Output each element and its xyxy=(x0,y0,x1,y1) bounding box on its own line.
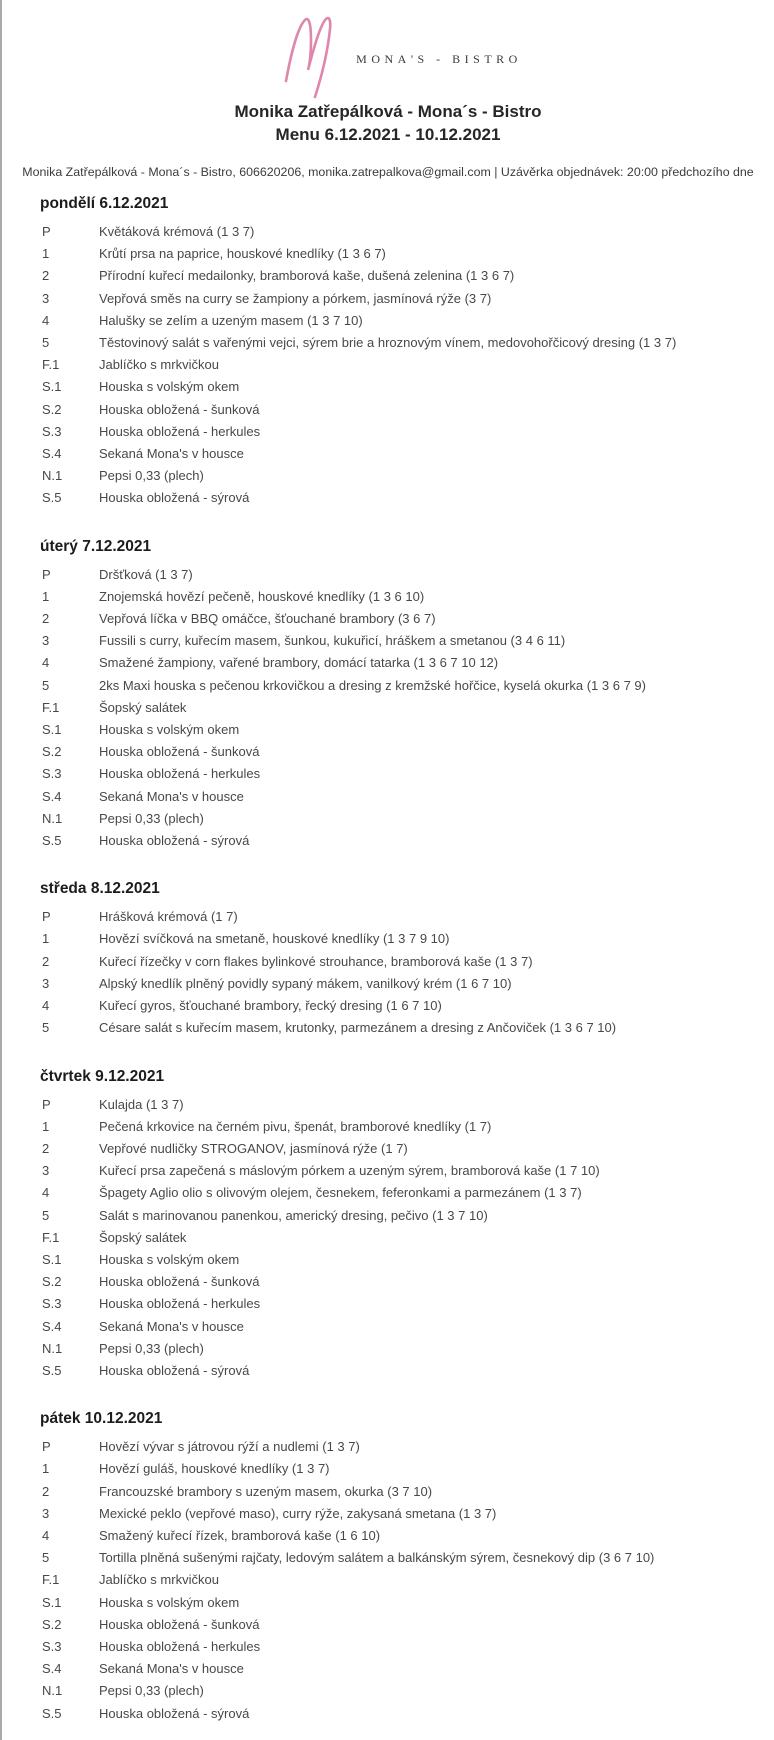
menu-item-code: S.1 xyxy=(42,379,62,395)
menu-item-text: Houska obložená - šunková xyxy=(99,744,260,760)
menu-item-text: Vepřové nudličky STROGANOV, jasmínová rýže (1 7) xyxy=(99,1140,408,1156)
menu-item-code: S.5 xyxy=(42,490,62,506)
menu-item-text: Houska obložená - herkules xyxy=(99,423,261,439)
day-heading: pondělí 6.12.2021 xyxy=(40,195,169,212)
menu-item-row xyxy=(42,1636,774,1658)
menu-item-row xyxy=(42,1547,774,1569)
menu-item-code: 1 xyxy=(42,588,50,604)
menu-item-code: 2 xyxy=(42,268,50,284)
menu-item-row xyxy=(42,221,774,243)
menu-item-text: Kulajda (1 3 7) xyxy=(99,1096,184,1112)
menu-item-code: S.5 xyxy=(42,1705,62,1721)
menu-item-text: Pepsi 0,33 (plech) xyxy=(99,468,204,484)
menu-item-text: Halušky se zelím a uzeným masem (1 3 7 10) xyxy=(99,312,363,328)
menu-item-row xyxy=(42,1182,774,1204)
menu-item-code: S.4 xyxy=(42,788,62,804)
menu-item-text: Sekaná Mona's v housce xyxy=(99,1661,244,1677)
menu-item-row xyxy=(42,1458,774,1480)
menu-item-row xyxy=(42,465,774,487)
menu-item-text: Houska obložená - herkules xyxy=(99,1638,261,1654)
menu-item-code: S.3 xyxy=(42,766,62,782)
menu-item-text: Houska obložená - sýrová xyxy=(99,1705,250,1721)
menu-item-row xyxy=(42,376,774,398)
menu-item-code: S.4 xyxy=(42,1661,62,1677)
day-heading: pátek 10.12.2021 xyxy=(40,1410,163,1428)
menu-item-code: F.1 xyxy=(42,1229,60,1245)
menu-item-text: Sekaná Mona's v housce xyxy=(99,788,244,804)
menu-item-code: S.4 xyxy=(42,446,62,462)
menu-item-text: Pepsi 0,33 (plech) xyxy=(99,810,204,826)
menu-item-row xyxy=(42,1271,774,1293)
day-heading: úterý 7.12.2021 xyxy=(40,537,152,555)
menu-item-code: 3 xyxy=(42,1505,50,1521)
menu-item-code: F.1 xyxy=(42,699,60,715)
menu-item-row xyxy=(42,808,774,830)
menu-item-row xyxy=(42,763,774,785)
menu-item-code: 5 xyxy=(42,677,50,693)
menu-item-row xyxy=(42,243,774,265)
day-heading: středa 8.12.2021 xyxy=(40,880,160,898)
day-section xyxy=(42,1066,774,1383)
menu-item-code: 1 xyxy=(42,1461,50,1477)
menu-item-row xyxy=(42,1525,774,1547)
menu-item-code: S.4 xyxy=(42,1318,62,1334)
menu-item-code: S.2 xyxy=(42,401,62,417)
day-section xyxy=(42,878,774,1039)
day-heading: čtvrtek 9.12.2021 xyxy=(40,1067,165,1085)
day-section xyxy=(42,536,774,853)
menu-item-text: Houska obložená - šunková xyxy=(99,1274,260,1290)
menu-item-row xyxy=(42,697,774,719)
menu-item-text: Květáková krémová (1 3 7) xyxy=(99,224,255,239)
menu-item-text: Houska obložená - herkules xyxy=(99,1296,261,1312)
menu-item-code: S.2 xyxy=(42,744,62,760)
menu-item-text: Pepsi 0,33 (plech) xyxy=(99,1340,204,1356)
menu-item-text: Smažený kuřecí řízek, bramborová kaše (1 6 10) xyxy=(99,1527,381,1543)
logo xyxy=(16,14,774,100)
menu-item-row xyxy=(42,1205,774,1227)
menu-item-code: F.1 xyxy=(42,357,60,373)
menu-item-text: Houska s volským okem xyxy=(99,1594,240,1610)
menu-item-row xyxy=(42,310,774,332)
menu-item-text: Jablíčko s mrkvičkou xyxy=(99,1572,219,1588)
menu-item-code: 3 xyxy=(42,633,50,649)
menu-item-code: S.3 xyxy=(42,1638,62,1654)
menu-item-text: Hovězí vývar s játrovou rýží a nudlemi (1 3 7) xyxy=(99,1439,360,1455)
menu-item-text: Houska obložená - sýrová xyxy=(99,833,250,849)
menu-item-text: Houska s volským okem xyxy=(99,1251,240,1267)
menu-item-text: Jablíčko s mrkvičkou xyxy=(99,357,219,373)
menu-item-row xyxy=(42,652,774,674)
menu-item-row xyxy=(42,951,774,973)
menu-item-text: Césare salát s kuřecím masem, krutonky, parmezánem a dresing z Ančoviček (1 3 6 7 10) xyxy=(99,1020,617,1036)
menu-item-code: 3 xyxy=(42,975,50,991)
menu-item-code: F.1 xyxy=(42,1572,60,1588)
menu-item-text: Pečená krkovice na černém pivu, špenát, bramborové knedlíky (1 7) xyxy=(99,1118,492,1134)
menu-item-row xyxy=(42,1703,774,1725)
menu-item-text: Smažené žampiony, vařené brambory, domácí tatarka (1 3 6 7 10 12) xyxy=(99,655,499,671)
menu-item-row xyxy=(42,1138,774,1160)
menu-item-code: 4 xyxy=(42,1185,50,1201)
menu-item-code: 2 xyxy=(42,611,50,627)
menu-item-code: 1 xyxy=(42,931,50,947)
menu-item-row xyxy=(42,1249,774,1271)
document-header xyxy=(2,0,774,179)
menu-item-row xyxy=(42,1094,774,1116)
menu-item-row xyxy=(42,1227,774,1249)
menu-item-text: Sekaná Mona's v housce xyxy=(99,1318,244,1334)
menu-item-text: Francouzské brambory s uzeným masem, okurka (3 7 10) xyxy=(99,1483,433,1499)
menu-item-text: Salát s marinovanou panenkou, americký dresing, pečivo (1 3 7 10) xyxy=(99,1207,488,1223)
menu-item-row xyxy=(42,1116,774,1138)
menu-item-code: 5 xyxy=(42,1207,50,1223)
menu-item-code: 3 xyxy=(42,290,50,306)
menu-item-text: 2ks Maxi houska s pečenou krkovičkou a dresing z kremžské hořčice, kyselá okurka (1 3 6 7 9) xyxy=(99,677,646,693)
menu-item-code: 5 xyxy=(42,1550,50,1566)
menu-item-text: Mexické peklo (vepřové maso), curry rýže, zakysaná smetana (1 3 7) xyxy=(99,1505,497,1521)
menu-item-row xyxy=(42,741,774,763)
menu-item-row xyxy=(42,1680,774,1702)
menu-item-code: S.1 xyxy=(42,1251,62,1267)
contact-line: Monika Zatřepálková - Mona´s - Bistro, 606620206, monika.zatrepalkova@gmail.com | Uzávěrka objednávek: 20:00 předchozího dne xyxy=(22,165,754,179)
menu-item-code: 4 xyxy=(42,312,50,328)
menu-item-row xyxy=(42,675,774,697)
menu-item-code: 2 xyxy=(42,953,50,969)
menu-item-text: Kuřecí řízečky v corn flakes bylinkové strouhance, bramborová kaše (1 3 7) xyxy=(99,953,533,969)
menu-item-row xyxy=(42,1503,774,1525)
menu-item-code: S.1 xyxy=(42,722,62,738)
menu-item-text: Hovězí guláš, houskové knedlíky (1 3 7) xyxy=(99,1461,330,1477)
menu-item-row xyxy=(42,421,774,443)
menu-item-code: S.5 xyxy=(42,833,62,849)
menu-item-row xyxy=(42,1592,774,1614)
menu-item-code: S.1 xyxy=(42,1594,62,1610)
menu-item-code: S.2 xyxy=(42,1274,62,1290)
menu-item-text: Kuřecí gyros, šťouchané brambory, řecký dresing (1 6 7 10) xyxy=(99,998,442,1014)
menu-item-code: 4 xyxy=(42,655,50,671)
menu-item-row xyxy=(42,354,774,376)
menu-item-code: 2 xyxy=(42,1483,50,1499)
menu-item-code: S.3 xyxy=(42,423,62,439)
menu-item-row xyxy=(42,1017,774,1039)
menu-item-text: Houska obložená - šunková xyxy=(99,401,260,417)
menu-item-text: Hovězí svíčková na smetaně, houskové knedlíky (1 3 7 9 10) xyxy=(99,931,450,947)
menu-item-row xyxy=(42,265,774,287)
menu-item-row xyxy=(42,564,774,586)
menu-item-row xyxy=(42,719,774,741)
menu-item-row xyxy=(42,928,774,950)
menu-item-code: N.1 xyxy=(42,1683,63,1699)
menu-days xyxy=(42,193,774,1725)
menu-item-code: 2 xyxy=(42,1140,50,1156)
menu-item-code: S.2 xyxy=(42,1616,62,1632)
menu-item-row xyxy=(42,1316,774,1338)
menu-item-code: P xyxy=(42,1439,51,1455)
page-subtitle: Menu 6.12.2021 - 10.12.2021 xyxy=(275,125,501,144)
menu-item-code: 5 xyxy=(42,335,50,351)
menu-item-row xyxy=(42,288,774,310)
menu-item-text: Vepřová směs na curry se žampiony a pórkem, jasmínová rýže (3 7) xyxy=(99,290,492,306)
menu-item-code: 1 xyxy=(42,246,50,262)
menu-item-text: Šopský salátek xyxy=(99,699,187,715)
menu-item-row xyxy=(42,487,774,509)
menu-item-row xyxy=(42,586,774,608)
menu-item-code: P xyxy=(42,566,51,582)
menu-item-text: Houska s volským okem xyxy=(99,379,240,395)
menu-item-row xyxy=(42,399,774,421)
menu-item-code: P xyxy=(42,909,51,925)
menu-item-code: N.1 xyxy=(42,1340,63,1356)
menu-item-text: Krůtí prsa na paprice, houskové knedlíky (1 3 6 7) xyxy=(99,246,386,262)
menu-item-text: Houska obložená - sýrová xyxy=(99,1362,250,1378)
menu-item-row xyxy=(42,995,774,1017)
menu-item-row xyxy=(42,1293,774,1315)
menu-item-text: Fussili s curry, kuřecím masem, šunkou, kukuřicí, hráškem a smetanou (3 4 6 11) xyxy=(99,633,566,649)
menu-item-text: Kuřecí prsa zapečená s máslovým pórkem a uzeným sýrem, bramborová kaše (1 7 10) xyxy=(99,1163,600,1179)
menu-item-text: Pepsi 0,33 (plech) xyxy=(99,1683,204,1699)
menu-item-text: Houska s volským okem xyxy=(99,722,240,738)
menu-item-text: Znojemská hovězí pečeně, houskové knedlíky (1 3 6 10) xyxy=(99,588,425,604)
menu-item-row xyxy=(42,1160,774,1182)
menu-item-row xyxy=(42,1614,774,1636)
menu-item-text: Houska obložená - herkules xyxy=(99,766,261,782)
menu-item-code: N.1 xyxy=(42,468,63,484)
menu-item-code: P xyxy=(42,1096,51,1112)
menu-item-code: 3 xyxy=(42,1163,50,1179)
menu-item-text: Těstovinový salát s vařenými vejci, sýrem brie a hroznovým vínem, medovohořčicový dresing (1 3 7) xyxy=(99,335,677,351)
menu-item-text: Houska obložená - sýrová xyxy=(99,490,250,506)
menu-item-row xyxy=(42,1338,774,1360)
menu-item-row xyxy=(42,830,774,852)
day-section xyxy=(42,1408,774,1725)
menu-item-text: Přírodní kuřecí medailonky, bramborová kaše, dušená zelenina (1 3 6 7) xyxy=(99,268,515,284)
menu-item-row xyxy=(42,1658,774,1680)
menu-item-code: N.1 xyxy=(42,810,63,826)
page-title: Monika Zatřepálková - Mona´s - Bistro xyxy=(234,102,542,121)
menu-item-row xyxy=(42,906,774,928)
day-section xyxy=(42,193,774,510)
menu-item-code: 5 xyxy=(42,1020,50,1036)
menu-item-row xyxy=(42,1436,774,1458)
menu-item-text: Houska obložená - šunková xyxy=(99,1616,260,1632)
menu-item-text: Sekaná Mona's v housce xyxy=(99,446,244,462)
menu-item-row xyxy=(42,630,774,652)
menu-item-code: 1 xyxy=(42,1118,50,1134)
menu-item-code: 4 xyxy=(42,998,50,1014)
menu-item-row xyxy=(42,608,774,630)
menu-item-row xyxy=(42,1569,774,1591)
menu-item-code: S.3 xyxy=(42,1296,62,1312)
menu-item-row xyxy=(42,1360,774,1382)
menu-item-text: Tortilla plněná sušenými rajčaty, ledovým salátem a balkánským sýrem, česnekový dip (3 6 7 10) xyxy=(99,1550,655,1566)
menu-item-row xyxy=(42,443,774,465)
menu-item-text: Špagety Aglio olio s olivovým olejem, česnekem, feferonkami a parmezánem (1 3 7) xyxy=(99,1185,582,1201)
menu-item-text: Hrášková krémová (1 7) xyxy=(99,909,238,925)
menu-item-row xyxy=(42,1481,774,1503)
menu-item-code: 4 xyxy=(42,1527,50,1543)
menu-item-code: S.5 xyxy=(42,1362,62,1378)
menu-item-row xyxy=(42,973,774,995)
menu-item-code: P xyxy=(42,224,51,239)
menu-item-text: Vepřová líčka v BBQ omáčce, šťouchané brambory (3 6 7) xyxy=(99,611,436,627)
menu-item-row xyxy=(42,786,774,808)
menu-item-text: Šopský salátek xyxy=(99,1229,187,1245)
logo-wordmark: MONA'S - BISTRO xyxy=(356,51,522,66)
logo-m-icon xyxy=(282,15,336,99)
menu-item-text: Alpský knedlík plněný povidly sypaný mákem, vanilkový krém (1 6 7 10) xyxy=(99,975,512,991)
menu-item-text: Dršťková (1 3 7) xyxy=(99,566,193,582)
menu-item-row xyxy=(42,332,774,354)
